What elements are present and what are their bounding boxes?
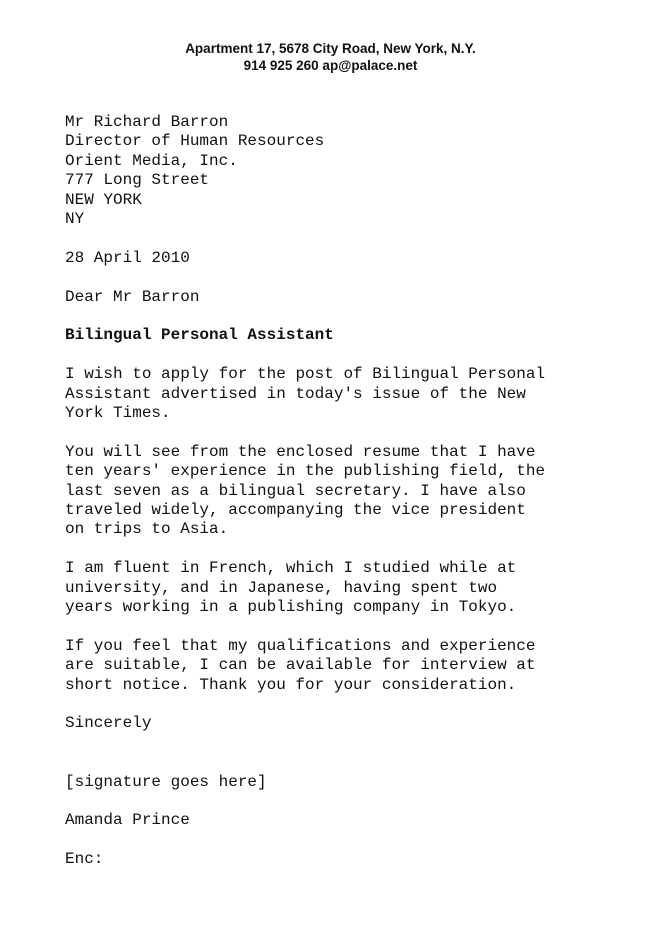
paragraph-line: York Times.: [65, 404, 171, 423]
recipient-company: Orient Media, Inc.: [65, 151, 238, 170]
paragraph: [65, 443, 655, 540]
paragraph: [65, 365, 655, 423]
recipient-street: 777 Long Street: [65, 171, 210, 190]
paragraph-line: Assistant advertised in today's issue of the New: [65, 384, 526, 403]
paragraph-line: short notice. Thank you for your consideration.: [65, 675, 517, 694]
paragraph-line: last seven as a bilingual secretary. I have also: [65, 481, 526, 500]
paragraph: [65, 637, 655, 695]
paragraph-line: You will see from the enclosed resume that I have: [65, 442, 536, 461]
sender-contact: 914 925 260 ap@palace.net: [243, 58, 418, 73]
paragraph-line: on trips to Asia.: [65, 520, 229, 539]
paragraph-line: are suitable, I can be available for interview at: [65, 656, 536, 675]
signer-name: Amanda Prince: [65, 811, 190, 830]
subject-line: Bilingual Personal Assistant: [65, 326, 334, 345]
sender-address: Apartment 17, 5678 City Road, New York, N.Y.: [185, 41, 476, 56]
paragraph-line: If you feel that my qualifications and experience: [65, 636, 536, 655]
recipient-name: Mr Richard Barron: [65, 113, 229, 131]
paragraph: [65, 559, 655, 617]
salutation: Dear Mr Barron: [65, 287, 200, 306]
recipient-title: Director of Human Resources: [65, 132, 325, 151]
paragraph-line: I wish to apply for the post of Bilingual Personal: [65, 365, 546, 384]
recipient-block: [65, 113, 655, 229]
sender-header: [0, 40, 661, 74]
enclosure-note: Enc:: [65, 850, 104, 869]
paragraph-line: years working in a publishing company in Tokyo.: [65, 598, 517, 617]
letter-date: 28 April 2010: [65, 248, 190, 267]
closing: Sincerely: [65, 714, 152, 733]
recipient-city: NEW YORK: [65, 190, 142, 209]
recipient-state: NY: [65, 210, 85, 229]
letter-body: [65, 113, 655, 870]
paragraph-line: ten years' experience in the publishing field, the: [65, 462, 546, 481]
paragraph-line: I am fluent in French, which I studied while at: [65, 559, 517, 578]
paragraph-line: university, and in Japanese, having spent two: [65, 578, 498, 597]
paragraph-line: traveled widely, accompanying the vice president: [65, 501, 526, 520]
signature-placeholder: [signature goes here]: [65, 772, 267, 791]
